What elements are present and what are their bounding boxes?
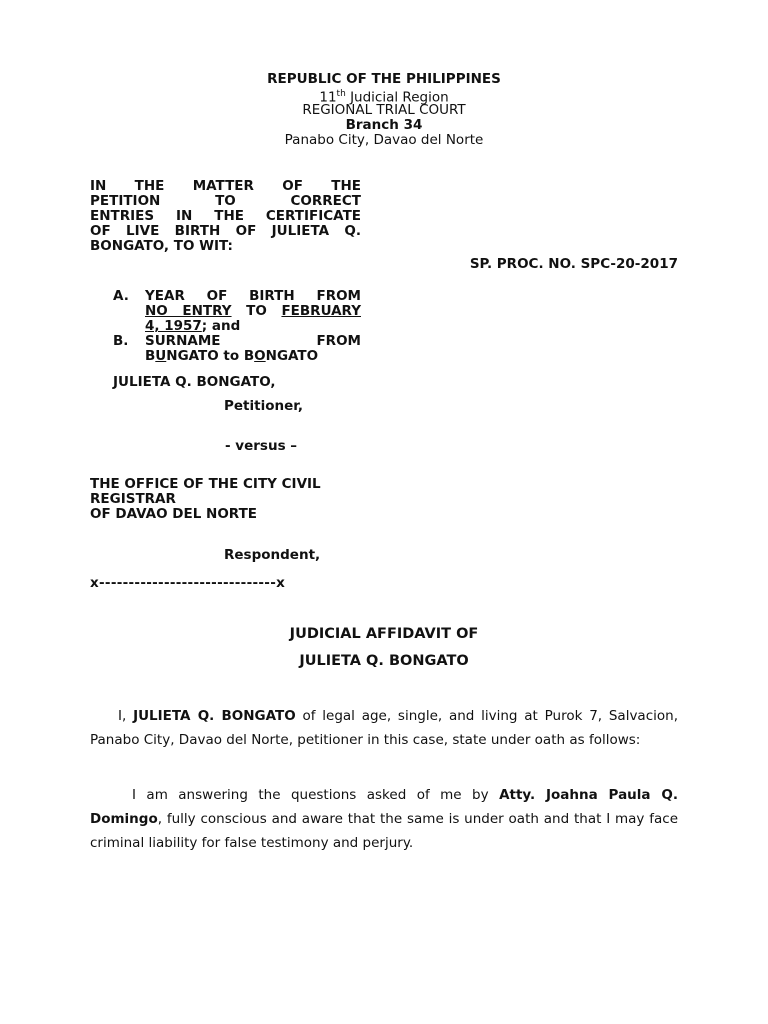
affidavit-title-line-2: JULIETA Q. BONGATO: [299, 653, 469, 669]
item-a-row-2: [145, 304, 361, 319]
respondent-label: Respondent,: [224, 547, 321, 563]
item-a-row-1: YEAR OF BIRTH FROM: [145, 288, 361, 304]
header-location: Panabo City, Davao del Norte: [284, 132, 484, 148]
february-text: FEBRUARY: [281, 303, 361, 319]
versus-text: - versus –: [225, 438, 298, 454]
respondent-line-1: THE OFFICE OF THE CITY CIVIL: [90, 476, 321, 492]
and-text: ; and: [201, 318, 241, 334]
petitioner-label: Petitioner,: [224, 398, 304, 414]
surname-part-2: U: [155, 348, 167, 364]
header-republic: REPUBLIC OF THE PHILIPPINES: [267, 71, 501, 87]
surname-part-1: B: [145, 348, 156, 364]
paragraph-intro-rest: of legal age, single, and living at Purok 7, Salvacion, Panabo City, Davao del Norte, petitioner in this case, state under oath as follows:: [90, 708, 678, 748]
paragraph-oath: [90, 783, 678, 855]
item-a: [145, 289, 361, 334]
item-b-row-1: SURNAME FROM: [145, 333, 361, 349]
caption-row-4: OF LIVE BIRTH OF JULIETA Q.: [90, 223, 361, 239]
caption-separator: x------------------------------x: [90, 575, 286, 591]
header-court: REGIONAL TRIAL COURT: [302, 102, 466, 118]
petitioner-name: JULIETA Q. BONGATO,: [113, 374, 276, 390]
no-entry-text: NO ENTRY: [145, 303, 232, 319]
paragraph-intro-start: I,: [118, 708, 134, 724]
region-ordinal: th: [336, 89, 346, 99]
region-text: Judicial Region: [345, 89, 449, 106]
to-text: TO: [231, 303, 282, 319]
item-b: [145, 334, 361, 364]
surname-part-3: NGATO to B: [166, 348, 255, 364]
respondent-line-2: REGISTRAR: [90, 491, 176, 507]
caption-row-5: BONGATO, TO WIT:: [90, 238, 233, 254]
paragraph-intro: [90, 704, 678, 752]
item-b-label: B.: [113, 333, 129, 349]
surname-part-5: NGATO: [265, 348, 319, 364]
paragraph-oath-rest: , fully conscious and aware that the same is under oath and that I may face criminal liability for false testimony and perjury.: [90, 811, 678, 851]
respondent-line-3: OF DAVAO DEL NORTE: [90, 506, 258, 522]
item-a-label: A.: [113, 288, 129, 304]
caption-row-3: ENTRIES IN THE CERTIFICATE: [90, 208, 361, 224]
affiant-name: JULIETA Q. BONGATO: [133, 708, 296, 724]
item-a-row-3: [145, 319, 361, 334]
item-b-row-2: [145, 349, 361, 364]
case-caption: [90, 179, 361, 254]
date-text: 4, 1957: [145, 318, 202, 334]
caption-row-2: PETITION TO CORRECT: [90, 193, 361, 209]
respondent-name: [90, 477, 321, 522]
region-number: 11: [319, 89, 337, 106]
caption-row-1: IN THE MATTER OF THE: [90, 178, 361, 194]
attorney-name: Atty. Joahna Paula Q. Domingo: [90, 787, 678, 827]
surname-part-4: O: [254, 348, 266, 364]
affidavit-title-line-1: JUDICIAL AFFIDAVIT OF: [289, 626, 479, 642]
paragraph-oath-start: I am answering the questions asked of me by: [132, 787, 500, 803]
case-number: SP. PROC. NO. SPC-20-2017: [469, 256, 678, 272]
header-branch: Branch 34: [345, 117, 423, 133]
